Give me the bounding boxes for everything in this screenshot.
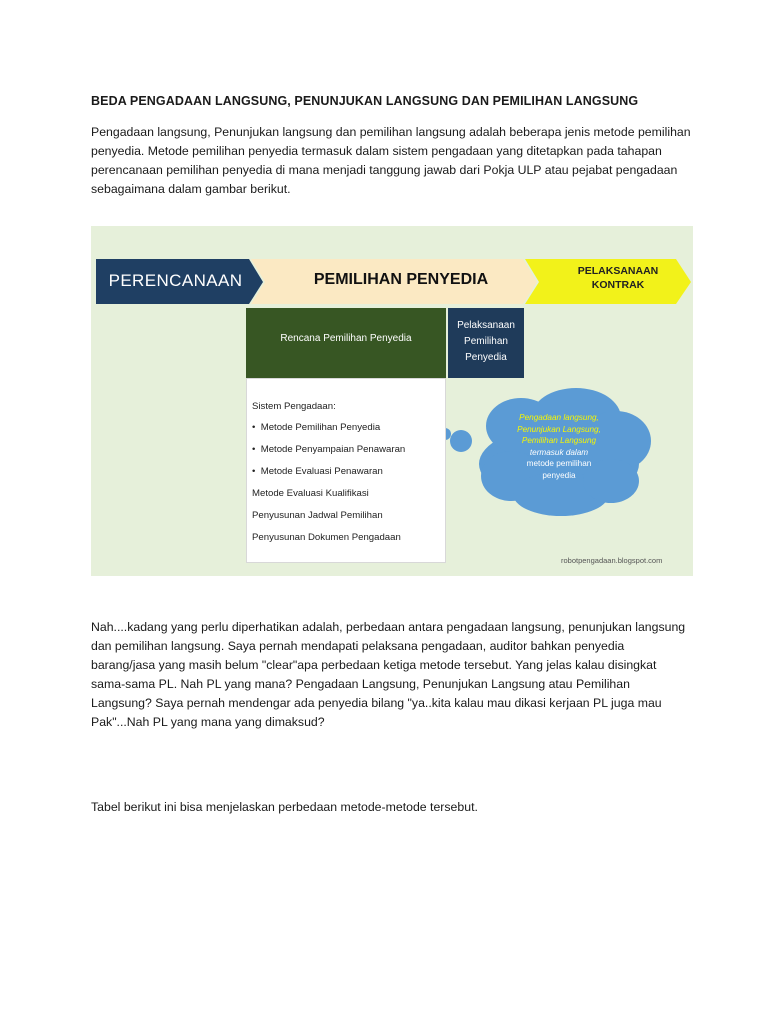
intro-paragraph: Pengadaan langsung, Penunjukan langsung dan pemilihan langsung adalah beberapa jenis metode pemilihan penyedia. Metode pemilihan penyedia termasuk dalam sistem pengadaan yang ditetapkan pada tahapan perencanaan pemilihan penyedia di mana menjadi tanggung jawab dari Pokja ULP atau pejabat pengadaan sebagaimana dalam gambar berikut.: [91, 125, 691, 196]
body-paragraph: Nah....kadang yang perlu diperhatikan adalah, perbedaan antara pengadaan langsung, penunjukan langsung dan pemilihan langsung. Saya pernah mendapati pelaksana pengadaan, auditor bahkan penyedia barang/jasa yang masih belum "clear"apa perbedaan ketiga metode tersebut. Yang jelas kalau disingkat sama-sama PL. Nah PL yang mana? Pengadaan Langsung, Penunjukan Langsung atau Pemilihan Langsung? Saya pernah mendengar ada penyedia bilang "ya..kita kalau mau dikasi kerjaan PL juga mau Pak"...Nah PL yang mana yang dimaksud?: [91, 620, 686, 729]
list-bullet: • Metode Penyampaian Penawaran: [252, 444, 406, 455]
pemilihan-label: PEMILIHAN PENYEDIA: [313, 271, 489, 288]
perencanaan-label: PERENCANAAN: [108, 271, 243, 290]
list-heading: Sistem Pengadaan:: [252, 401, 336, 412]
rencana-label: Rencana Pemilihan Penyedia: [280, 333, 412, 344]
document-title: BEDA PENGADAAN LANGSUNG, PENUNJUKAN LANGSUNG DAN PEMILIHAN LANGSUNG: [91, 94, 639, 108]
watermark-text: robotpengadaan.blogspot.com: [561, 556, 663, 565]
body-paragraph: Tabel berikut ini bisa menjelaskan perbedaan metode-metode tersebut.: [91, 800, 478, 814]
diagram-figure: [91, 226, 693, 576]
list-item: Penyusunan Jadwal Pemilihan: [252, 510, 383, 521]
list-item: Penyusunan Dokumen Pengadaan: [252, 532, 401, 543]
list-item: Metode Evaluasi Kualifikasi: [252, 488, 369, 499]
list-bullet: • Metode Evaluasi Penawaran: [252, 466, 383, 477]
cloud-text: Pengadaan langsung, Penunjukan Langsung, Pemilihan Langsung termasuk dalam metode pemilihan penyedia: [517, 413, 601, 480]
list-bullet: • Metode Pemilihan Penyedia: [252, 422, 381, 433]
pelaksanaan-kontrak-label: PELAKSANAAN KONTRAK: [577, 265, 659, 291]
pelaksanaan-pemilihan-label: Pelaksanaan Pemilihan Penyedia: [457, 320, 515, 363]
